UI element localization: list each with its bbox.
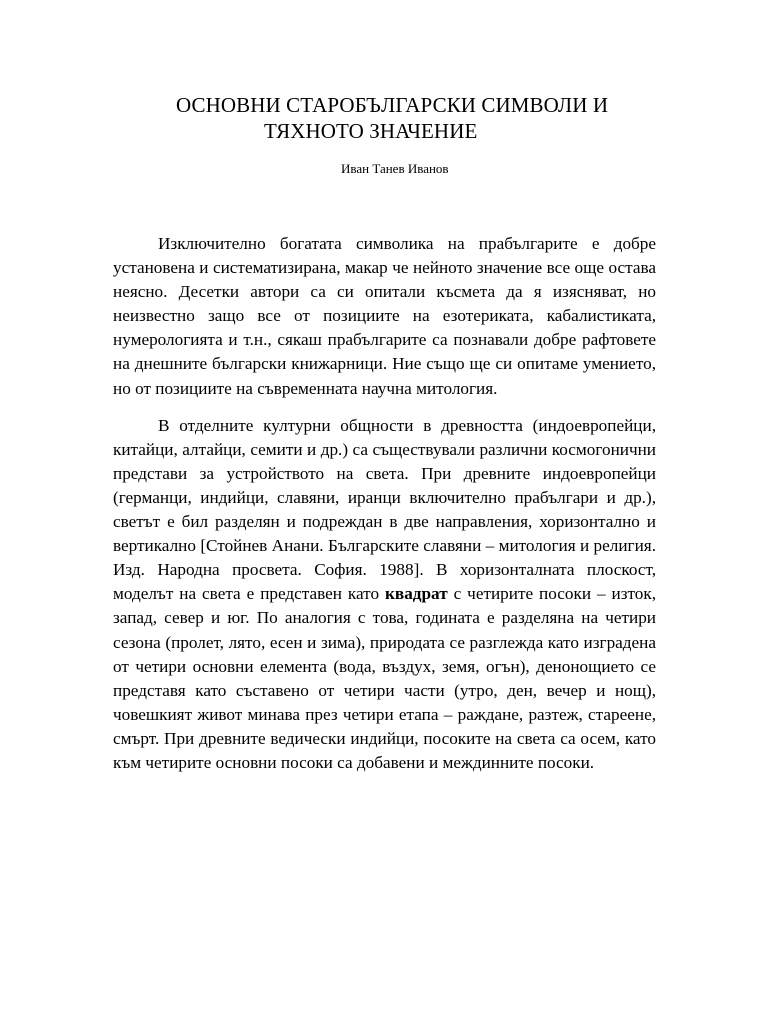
document-title-line-2: ТЯХНОТО ЗНАЧЕНИЕ (264, 119, 478, 143)
paragraph-1: Изключително богатата символика на прабългарите е добре установена и систематизирана, макар че нейното значение все още остава неясно. Десетки автори са си опитали късмета да я изясняват, но неизвестно защо все от позициите на езотериката, кабалистиката, нумерологията и т.н., сякаш прабългарите са познавали добре рафтовете на днешните български книжарници. Ние също ще си опитаме умението, но от позициите на съвременната научна митология. (113, 234, 656, 398)
author-name: Иван Танев Иванов (341, 161, 449, 176)
document-title (170, 92, 650, 144)
paragraph-2-text-after: с четирите посоки – изток, запад, север и юг. По аналогия с това, годината е разделяна на четири сезона (пролет, лято, есен и зима), природата се разглежда като изградена от четири основни елемента (вода, въздух, земя, огън), денонощието се представя като съставено от четири части (утро, ден, вечер и нощ), човешкият живот минава през четири етапа – раждане, разтеж, стареене, смърт. При древните ведически индийци, посоките на света са осем, като към четирите основни посоки са добавени и междинните посоки. (113, 584, 657, 772)
document-title-line-1: ОСНОВНИ СТАРОБЪЛГАРСКИ СИМВОЛИ И (176, 93, 609, 117)
paragraph-2 (113, 414, 656, 775)
paragraph-2-bold-term: квадрат (385, 584, 448, 604)
document-body (113, 232, 656, 775)
paragraph-2-text-before: В отделните културни общности в древността (индоевропейци, китайци, алтайци, семити и др.) са съществували различни космогонични представи за устройството на света. При древните индоевропейци (германци, индийци, славяни, иранци включително прабългари и др.), светът е бил разделян и подреждан в две направления, хоризонтално и вертикално [Стойнев Анани. Българските славяни – митология и религия. Изд. Народна просвета. София. 1988]. В хоризонталната плоскост, моделът на света е представен като (113, 415, 656, 604)
